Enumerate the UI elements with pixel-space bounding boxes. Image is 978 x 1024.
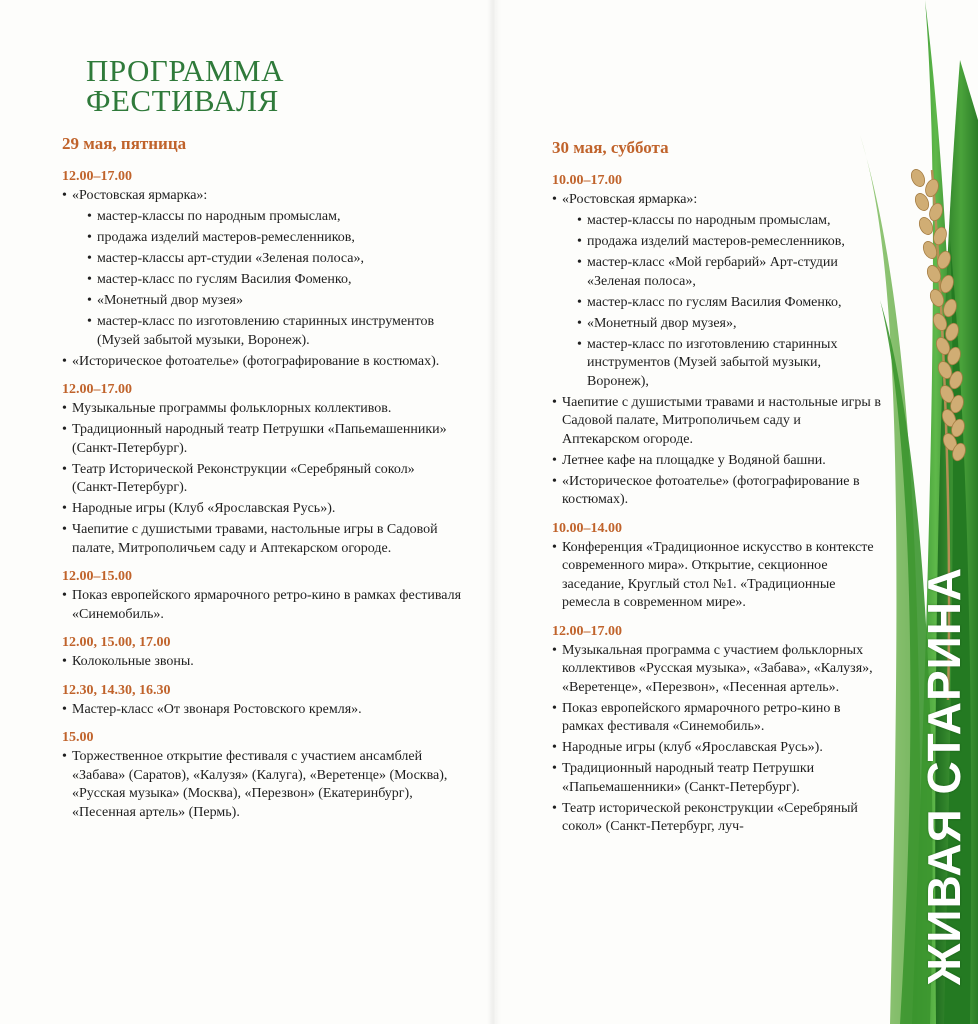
sub-event-list: [72, 208, 462, 350]
slot-time: 10.00–17.00: [552, 173, 622, 188]
event-item: [552, 191, 882, 391]
sub-event-item: • мастер-класс «Мой гербарий» Арт-студии «Зеленая полоса»,: [577, 254, 882, 291]
slot-time: 12.00–17.00: [552, 623, 622, 639]
event-item: [552, 760, 882, 797]
vertical-brand-title: [914, 566, 974, 986]
event-text: Театр Исторической Реконструкции «Серебряный сокол» (Санкт-Петербург).: [72, 461, 415, 495]
event-text: Народные игры (Клуб «Ярославская Русь»).: [72, 501, 336, 516]
event-text: «Ростовская ярмарка»:: [562, 192, 698, 207]
event-text: Чаепитие с душистыми травами, настольные игры в Садовой палате, Митрополичьем саду и Аптекарском огороде.: [72, 522, 438, 556]
event-item: [552, 394, 882, 450]
event-text: Народные игры (клуб «Ярославская Русь»).: [562, 740, 823, 755]
event-item: [62, 353, 462, 372]
event-item: [62, 400, 462, 419]
sub-event-item: • мастер-класс по гуслям Василия Фоменко,: [577, 294, 882, 313]
event-text: Театр исторической реконструкции «Серебряный сокол» (Санкт-Петербург, луч-: [562, 800, 858, 834]
day-heading: 30 мая, суббота: [552, 138, 669, 157]
sub-event-item: • «Монетный двор музея»: [87, 292, 462, 311]
page-fold: [487, 0, 501, 1024]
day-heading: 29 мая, пятница: [62, 134, 187, 153]
event-item: [552, 700, 882, 737]
schedule-slot: [62, 167, 462, 371]
slot-time: 10.00–14.00: [552, 520, 622, 536]
event-item: [552, 473, 882, 510]
day1-column: [62, 133, 462, 831]
event-item: [62, 421, 462, 458]
event-text: Музыкальные программы фольклорных коллективов.: [72, 401, 392, 416]
event-list: [62, 701, 462, 720]
schedule-slot: [62, 633, 462, 672]
event-text: Традиционный народный театр Петрушки «Папьемашенники» (Санкт-Петербург).: [72, 422, 447, 456]
schedule-slot: [62, 380, 462, 558]
event-item: [552, 452, 882, 471]
day2-column: [552, 137, 882, 846]
event-text: Музыкальная программа с участием фольклорных коллективов «Русская музыка», «Забава», «Калузя», «Веретенце», «Перезвон», «Песенная артель».: [562, 642, 873, 695]
sub-event-list: [562, 212, 882, 391]
page-title-line1: ПРОГРАММА: [86, 53, 284, 88]
schedule-slot: [552, 622, 882, 837]
event-text: «Ростовская ярмарка»:: [72, 188, 208, 203]
sub-event-item: • мастер-классы арт-студии «Зеленая полоса»,: [87, 250, 462, 269]
event-list: [552, 539, 882, 613]
event-item: [62, 521, 462, 558]
event-text: Торжественное открытие фестиваля с участием ансамблей «Забава» (Саратов), «Калузя» (Калуга), «Веретенце» (Москва), «Русская музыка» (Москва), «Перезвон» (Екатеринбург), «Песенная артель» (Пермь).: [72, 749, 448, 820]
event-item: [62, 587, 462, 624]
event-list: [62, 587, 462, 624]
event-list: [62, 653, 462, 672]
event-text: «Историческое фотоателье» (фотографирование в костюмах).: [562, 473, 860, 507]
event-item: [62, 461, 462, 498]
sub-event-item: • «Монетный двор музея»,: [577, 315, 882, 334]
event-item: [62, 748, 462, 822]
event-list: [62, 187, 462, 371]
slot-time: 15.00: [62, 730, 94, 745]
event-item: [552, 800, 882, 837]
slot-time: 12.00–17.00: [62, 169, 132, 184]
event-text: Летнее кафе на площадке у Водяной башни.: [562, 452, 826, 468]
vertical-brand-title-text: ЖИВАЯ СТАРИНА: [918, 566, 970, 986]
event-item: [62, 187, 462, 350]
event-text: Мастер-класс «От звонаря Ростовского кремля».: [72, 701, 362, 717]
schedule-slot: [552, 519, 882, 613]
schedule-slot: [552, 171, 882, 510]
slot-time: 12.30, 14.30, 16.30: [62, 682, 171, 698]
schedule-slot: [62, 567, 462, 624]
event-list: [552, 191, 882, 510]
event-list: [62, 400, 462, 558]
event-list: [552, 642, 882, 837]
sub-event-item: • продажа изделий мастеров-ремесленников,: [577, 233, 882, 252]
sub-event-item: • мастер-классы по народным промыслам,: [577, 212, 882, 231]
event-text: Чаепитие с душистыми травами и настольные игры в Садовой палате, Митрополичьем саду и Аптекарском огороде.: [562, 394, 881, 447]
event-text: Конференция «Традиционное искусство в контексте современного мира». Открытие, секционное заседание, Круглый стол №1. «Традиционные ремесла в современном мире».: [562, 539, 874, 610]
event-item: [552, 642, 882, 698]
schedule-slot: [62, 728, 462, 822]
event-list: [62, 748, 462, 822]
event-item: [62, 653, 462, 672]
event-text: Традиционный народный театр Петрушки «Папьемашенники» (Санкт-Петербург).: [562, 761, 815, 795]
event-item: [552, 539, 882, 613]
page-title: [86, 53, 284, 118]
slot-time: 12.00–17.00: [62, 382, 132, 397]
sub-event-item: • продажа изделий мастеров-ремесленников,: [87, 229, 462, 248]
slot-time: 12.00–15.00: [62, 569, 132, 584]
slot-time: 12.00, 15.00, 17.00: [62, 635, 171, 650]
sub-event-item: • мастер-класс по изготовлению старинных инструментов (Музей забытой музыки, Воронеж).: [87, 313, 462, 350]
sub-event-item: • мастер-класс по изготовлению старинных инструментов (Музей забытой музыки, Воронеж),: [577, 336, 882, 392]
event-item: [552, 739, 882, 758]
event-text: Показ европейского ярмарочного ретро-кино в рамках фестиваля «Синемобиль».: [562, 700, 841, 734]
sub-event-item: • мастер-класс по гуслям Василия Фоменко,: [87, 271, 462, 290]
page-title-line2: ФЕСТИВАЛЯ: [86, 83, 279, 118]
event-item: [62, 701, 462, 720]
sub-event-item: • мастер-классы по народным промыслам,: [87, 208, 462, 227]
event-text: Показ европейского ярмарочного ретро-кино в рамках фестиваля «Синемобиль».: [72, 588, 462, 622]
event-item: [62, 500, 462, 519]
event-text: Колокольные звоны.: [72, 654, 194, 669]
schedule-slot: [62, 681, 462, 720]
event-text: «Историческое фотоателье» (фотографирование в костюмах).: [72, 353, 440, 369]
